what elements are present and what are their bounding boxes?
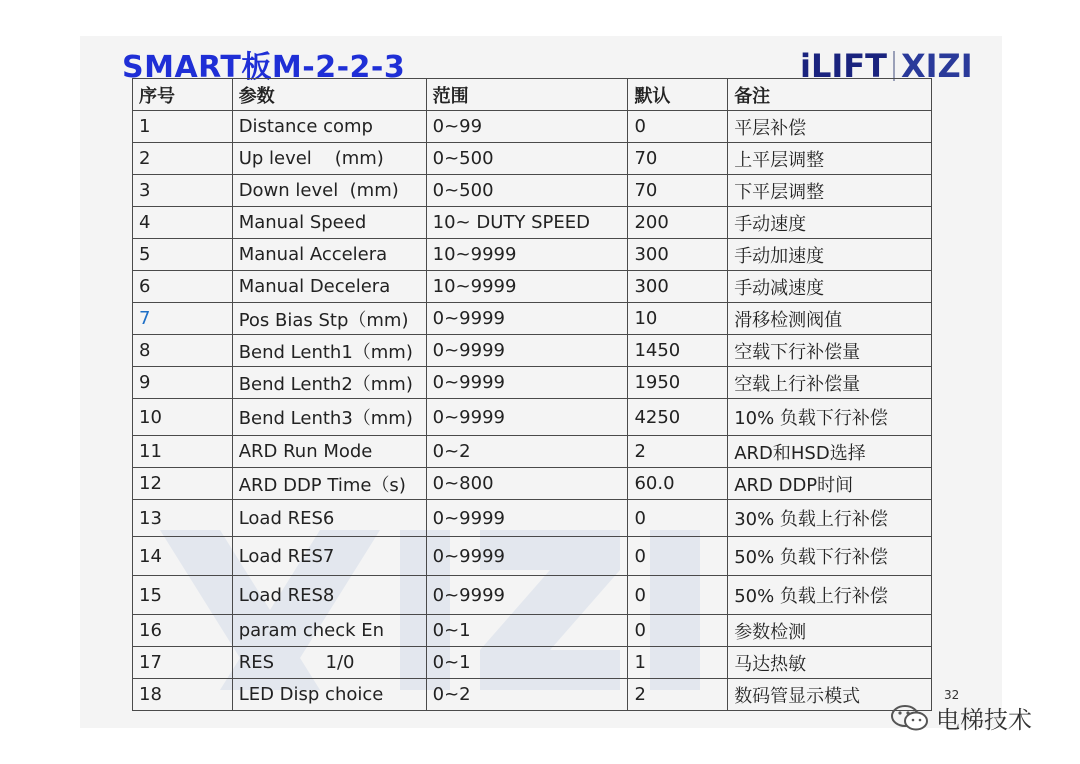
cell-note: 空载下行补偿量 [728, 335, 932, 367]
cell-default: 200 [628, 207, 728, 239]
cell-range: 10~ DUTY SPEED [426, 207, 628, 239]
header-index: 序号 [133, 79, 233, 111]
table-row [133, 500, 932, 537]
header-note: 备注 [728, 79, 932, 111]
table-row [133, 111, 932, 143]
cell-range: 0~1 [426, 647, 628, 679]
cell-range: 0~99 [426, 111, 628, 143]
cell-index: 2 [133, 143, 233, 175]
cell-range: 0~9999 [426, 576, 628, 615]
cell-range: 0~2 [426, 436, 628, 468]
table-row [133, 143, 932, 175]
cell-param: Distance comp [232, 111, 426, 143]
cell-default: 70 [628, 175, 728, 207]
cell-index: 11 [133, 436, 233, 468]
cell-default: 0 [628, 537, 728, 576]
table-header-row [133, 79, 932, 111]
cell-param: Bend Lenth3（mm) [232, 399, 426, 436]
cell-index: 17 [133, 647, 233, 679]
cell-param: Manual Accelera [232, 239, 426, 271]
cell-param: RES 1/0 [232, 647, 426, 679]
table-row [133, 399, 932, 436]
header-range: 范围 [426, 79, 628, 111]
cell-param: Manual Speed [232, 207, 426, 239]
cell-note: 平层补偿 [728, 111, 932, 143]
cell-param: Load RES7 [232, 537, 426, 576]
table-row [133, 615, 932, 647]
cell-index: 16 [133, 615, 233, 647]
table-row [133, 175, 932, 207]
cell-index: 15 [133, 576, 233, 615]
cell-index: 8 [133, 335, 233, 367]
cell-param: ARD Run Mode [232, 436, 426, 468]
cell-default: 1950 [628, 367, 728, 399]
cell-range: 10~9999 [426, 239, 628, 271]
cell-default: 2 [628, 679, 728, 711]
table-row [133, 335, 932, 367]
cell-param: Load RES8 [232, 576, 426, 615]
cell-index: 3 [133, 175, 233, 207]
cell-note: 手动加速度 [728, 239, 932, 271]
cell-note: 马达热敏 [728, 647, 932, 679]
cell-index: 1 [133, 111, 233, 143]
cell-range: 0~1 [426, 615, 628, 647]
cell-default: 70 [628, 143, 728, 175]
cell-param: Load RES6 [232, 500, 426, 537]
cell-note: 上平层调整 [728, 143, 932, 175]
cell-range: 0~9999 [426, 537, 628, 576]
cell-param: Pos Bias Stp（mm) [232, 303, 426, 335]
cell-param: Manual Decelera [232, 271, 426, 303]
logo-xizi-text: XIZI [900, 47, 973, 85]
table-row [133, 239, 932, 271]
cell-note: 数码管显示模式 [728, 679, 932, 711]
cell-default: 4250 [628, 399, 728, 436]
logo-separator [893, 51, 895, 81]
cell-default: 0 [628, 500, 728, 537]
cell-note: 空载上行补偿量 [728, 367, 932, 399]
table-row [133, 436, 932, 468]
cell-note: ARD和HSD选择 [728, 436, 932, 468]
cell-default: 0 [628, 111, 728, 143]
cell-default: 2 [628, 436, 728, 468]
cell-note: 50% 负载上行补偿 [728, 576, 932, 615]
cell-note: 手动速度 [728, 207, 932, 239]
cell-default: 1 [628, 647, 728, 679]
table-row [133, 576, 932, 615]
cell-note: 参数检测 [728, 615, 932, 647]
cell-note: 下平层调整 [728, 175, 932, 207]
cell-index: 12 [133, 468, 233, 500]
cell-index: 7 [133, 303, 233, 335]
table-row [133, 647, 932, 679]
cell-range: 0~9999 [426, 303, 628, 335]
cell-index: 5 [133, 239, 233, 271]
cell-param: Up level (mm) [232, 143, 426, 175]
cell-default: 0 [628, 615, 728, 647]
header-default: 默认 [628, 79, 728, 111]
cell-note: 30% 负载上行补偿 [728, 500, 932, 537]
table-row [133, 367, 932, 399]
parameter-table [132, 78, 932, 711]
cell-default: 1450 [628, 335, 728, 367]
cell-param: Bend Lenth2（mm) [232, 367, 426, 399]
cell-param: ARD DDP Time（s) [232, 468, 426, 500]
header-param: 参数 [232, 79, 426, 111]
cell-index: 4 [133, 207, 233, 239]
table-row [133, 271, 932, 303]
cell-default: 300 [628, 239, 728, 271]
cell-index: 14 [133, 537, 233, 576]
cell-note: 手动减速度 [728, 271, 932, 303]
cell-note: 滑移检测阀值 [728, 303, 932, 335]
cell-range: 0~800 [426, 468, 628, 500]
page-title: SMART板M-2-2-3 [122, 50, 406, 85]
cell-range: 0~9999 [426, 335, 628, 367]
wechat-label: 电梯技术 [936, 706, 1032, 734]
cell-note: ARD DDP时间 [728, 468, 932, 500]
cell-range: 0~9999 [426, 367, 628, 399]
logo-ilift-text: iLIFT [800, 47, 887, 85]
cell-index: 13 [133, 500, 233, 537]
cell-param: Down level (mm) [232, 175, 426, 207]
cell-range: 0~9999 [426, 500, 628, 537]
cell-default: 300 [628, 271, 728, 303]
table-row [133, 537, 932, 576]
wechat-watermark [890, 700, 1032, 735]
table-row [133, 207, 932, 239]
cell-default: 10 [628, 303, 728, 335]
cell-range: 0~9999 [426, 399, 628, 436]
cell-index: 6 [133, 271, 233, 303]
page-number: 32 [944, 688, 960, 702]
cell-default: 0 [628, 576, 728, 615]
table-row [133, 303, 932, 335]
cell-range: 10~9999 [426, 271, 628, 303]
cell-range: 0~2 [426, 679, 628, 711]
cell-note: 10% 负载下行补偿 [728, 399, 932, 436]
cell-index: 10 [133, 399, 233, 436]
cell-range: 0~500 [426, 143, 628, 175]
wechat-icon [890, 703, 930, 733]
cell-note: 50% 负载下行补偿 [728, 537, 932, 576]
cell-index: 18 [133, 679, 233, 711]
table-row [133, 468, 932, 500]
cell-index: 9 [133, 367, 233, 399]
cell-range: 0~500 [426, 175, 628, 207]
cell-default: 60.0 [628, 468, 728, 500]
cell-param: Bend Lenth1（mm) [232, 335, 426, 367]
cell-param: param check En [232, 615, 426, 647]
cell-param: LED Disp choice [232, 679, 426, 711]
table-row [133, 679, 932, 711]
